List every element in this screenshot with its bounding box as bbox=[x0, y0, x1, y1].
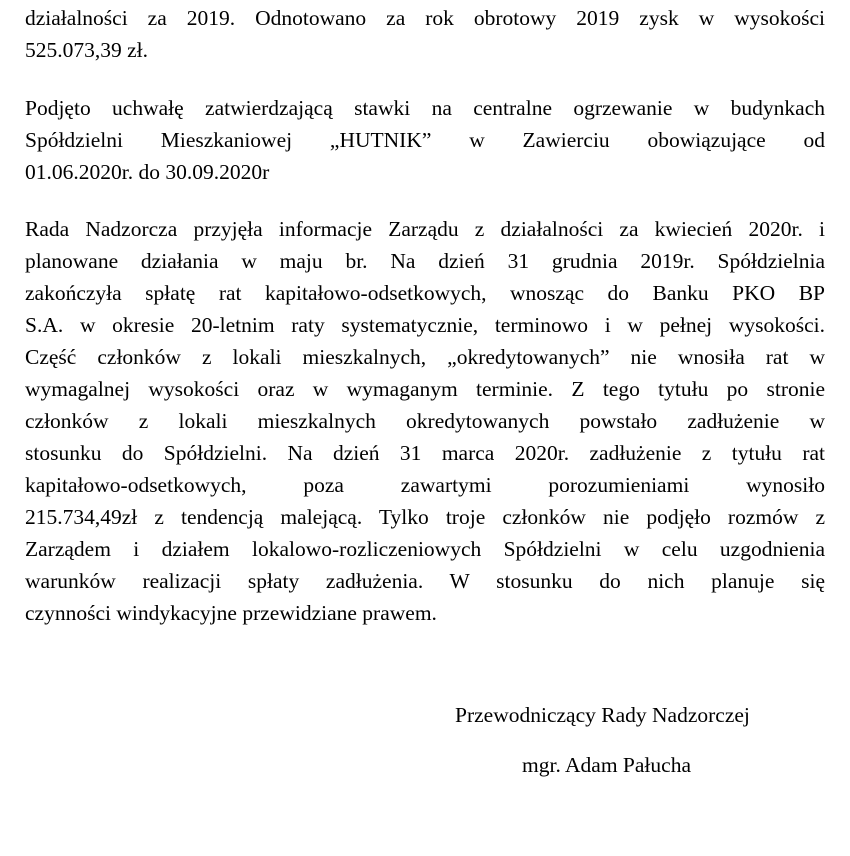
text-line: Spółdzielni Mieszkaniowej „HUTNIK” w Zawierciu obowiązujące od bbox=[25, 128, 825, 152]
document-body bbox=[25, 0, 825, 629]
text-line: 215.734,49zł z tendencją malejącą. Tylko troje członków nie podjęło rozmów z bbox=[25, 505, 825, 529]
text-line: 525.073,39 zł. bbox=[25, 38, 149, 62]
text-line: zakończyła spłatę rat kapitałowo-odsetkowych, wnosząc do Banku PKO BP bbox=[25, 281, 825, 305]
paragraph-board-information bbox=[25, 213, 825, 629]
text-line: stosunku do Spółdzielni. Na dzień 31 marca 2020r. zadłużenie z tytułu rat bbox=[25, 441, 825, 465]
signature-name: mgr. Adam Pałucha bbox=[522, 753, 691, 777]
text-line: kapitałowo-odsetkowych, poza zawartymi porozumieniami wynosiło bbox=[25, 473, 825, 497]
text-line: wymagalnej wysokości oraz w wymaganym terminie. Z tego tytułu po stronie bbox=[25, 377, 825, 401]
text-line: Rada Nadzorcza przyjęła informacje Zarządu z działalności za kwiecień 2020r. i bbox=[25, 217, 825, 241]
text-line: S.A. w okresie 20-letnim raty systematycznie, terminowo i w pełnej wysokości. bbox=[25, 313, 825, 337]
text-line: czynności windykacyjne przewidziane prawem. bbox=[25, 601, 437, 625]
text-line: działalności za 2019. Odnotowano za rok obrotowy 2019 zysk w wysokości bbox=[25, 6, 825, 30]
text-line: członków z lokali mieszkalnych okredytowanych powstało zadłużenie w bbox=[25, 409, 825, 433]
text-line: 01.06.2020r. do 30.09.2020r bbox=[25, 160, 270, 184]
paragraph-profit bbox=[25, 2, 825, 66]
text-line: planowane działania w maju br. Na dzień 31 grudnia 2019r. Spółdzielnia bbox=[25, 249, 825, 273]
text-line: Podjęto uchwałę zatwierdzającą stawki na centralne ogrzewanie w budynkach bbox=[25, 96, 825, 120]
text-line: Część członków z lokali mieszkalnych, „okredytowanych” nie wnosiła rat w bbox=[25, 345, 825, 369]
paragraph-heating-rates bbox=[25, 92, 825, 188]
text-line: Zarządem i działem lokalowo-rozliczeniowych Spółdzielni w celu uzgodnienia bbox=[25, 537, 825, 561]
text-line: warunków realizacji spłaty zadłużenia. W stosunku do nich planuje się bbox=[25, 569, 825, 593]
signature-title: Przewodniczący Rady Nadzorczej bbox=[455, 703, 750, 727]
